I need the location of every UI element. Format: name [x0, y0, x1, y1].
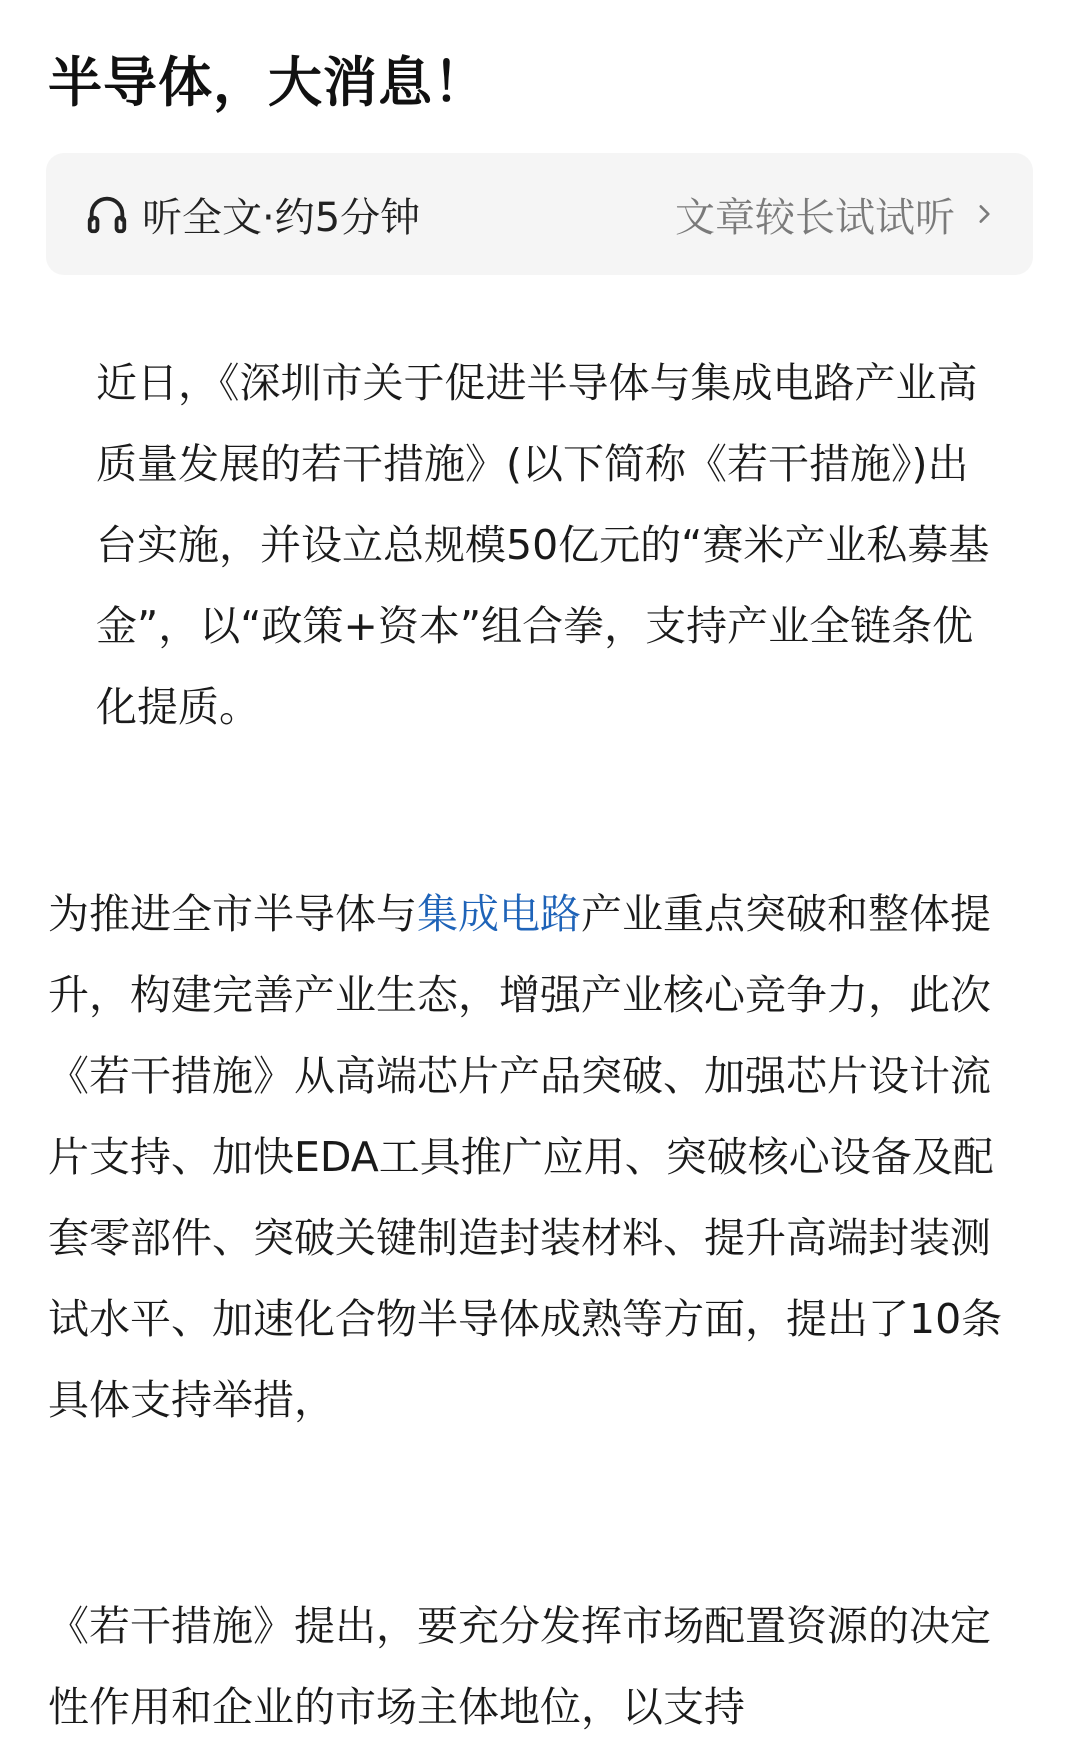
listen-duration-label: 听全文·约5分钟	[142, 194, 421, 241]
listen-full-text-bar[interactable]	[46, 153, 1033, 275]
article-paragraph-2	[48, 874, 1018, 1441]
paragraph-text: 产业重点突破和整体提升，构建完善产业生态，增强产业核心竞争力，此次《若干措施》从高端芯片产品突破、加强芯片设计流片支持、加快EDA工具推广应用、突破核心设备及配套零部件、突破关键制造封装材料、提升高端封装测试水平、加速化合物半导体成熟等方面，提出了10条具体支持举措，	[48, 890, 1003, 1424]
chevron-right-icon	[971, 201, 997, 227]
keyword-link-integrated-circuit[interactable]: 集成电路	[417, 890, 581, 938]
article-paragraph-3: 《若干措施》提出，要充分发挥市场配置资源的决定性作用和企业的市场主体地位，以支持	[48, 1602, 991, 1731]
article-title: 半导体，大消息！	[48, 51, 488, 114]
article-paragraph-lead: 近日，《深圳市关于促进半导体与集成电路产业高质量发展的若干措施》(以下简称《若干措施》)出台实施，并设立总规模50亿元的“赛米产业私募基金”，以“政策+资本”组合拳，支持产业全链条优化提质。	[96, 359, 990, 731]
headphones-icon	[84, 191, 130, 237]
try-listen-label: 文章较长试试听	[675, 194, 955, 241]
try-listen-link[interactable]	[675, 186, 997, 243]
paragraph-text: 为推进全市半导体与	[48, 890, 417, 938]
listen-full-text-button[interactable]	[84, 186, 420, 243]
